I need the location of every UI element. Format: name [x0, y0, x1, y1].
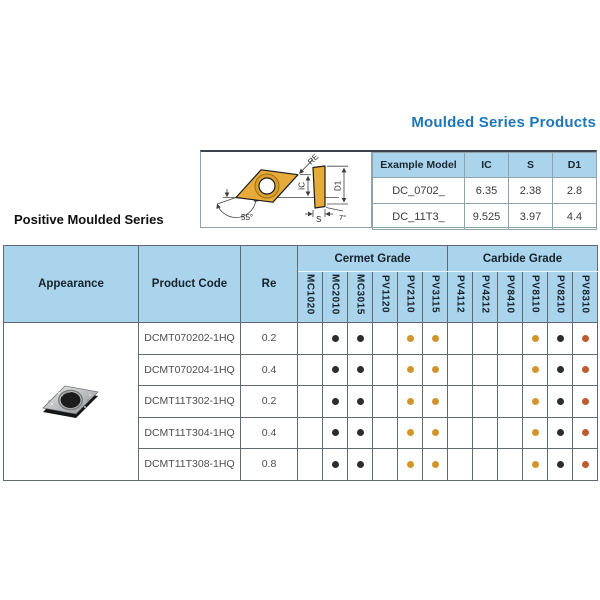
grade-availability-cell	[298, 386, 323, 418]
grade-availability-cell	[398, 354, 423, 386]
grade-availability-cell	[523, 449, 548, 481]
availability-dot	[432, 398, 439, 405]
s-cell: 3.97	[509, 204, 553, 230]
example-model-table	[372, 152, 597, 230]
grade-availability-cell	[473, 417, 498, 449]
s-label: S	[316, 214, 322, 224]
insert-technical-drawing	[201, 152, 372, 227]
grade-availability-cell	[548, 449, 573, 481]
grade-header-pv2110	[398, 272, 423, 323]
grade-availability-cell	[373, 417, 398, 449]
grade-availability-cell	[423, 386, 448, 418]
example-model-header: Example Model	[373, 153, 465, 178]
grade-availability-cell	[373, 449, 398, 481]
section-title: Positive Moulded Series	[14, 212, 164, 227]
example-table-header-row	[373, 153, 597, 178]
grade-header-pv8410	[498, 272, 523, 323]
re-label: RE	[306, 151, 321, 166]
grade-availability-cell	[473, 449, 498, 481]
grade-availability-cell	[348, 449, 373, 481]
grade-availability-cell	[473, 354, 498, 386]
grade-label: PV8210	[554, 275, 566, 314]
cermet-grade-group-header: Cermet Grade	[298, 246, 448, 272]
grade-header-mc2010	[323, 272, 348, 323]
availability-dot	[407, 461, 414, 468]
grade-availability-cell	[398, 417, 423, 449]
availability-dot	[432, 366, 439, 373]
availability-dot	[532, 461, 539, 468]
availability-dot	[357, 429, 364, 436]
grade-availability-cell	[348, 386, 373, 418]
grade-availability-cell	[548, 386, 573, 418]
re-cell: 0.8	[241, 449, 298, 481]
grade-availability-cell	[473, 386, 498, 418]
grade-header-pv1120	[373, 272, 398, 323]
grade-availability-cell	[548, 354, 573, 386]
grade-header-pv3115	[423, 272, 448, 323]
positive-moulded-series-table	[3, 245, 598, 481]
insert-photo-svg	[37, 375, 105, 425]
example-table-row	[373, 204, 597, 230]
ic-label: IC	[297, 181, 307, 190]
availability-dot	[432, 461, 439, 468]
example-table-row	[373, 178, 597, 204]
ic-cell: 6.35	[465, 178, 509, 204]
grade-header-pv8110	[523, 272, 548, 323]
availability-dot	[357, 398, 364, 405]
availability-dot	[557, 335, 564, 342]
grade-availability-cell	[298, 449, 323, 481]
grade-label: PV3115	[429, 275, 441, 314]
spec-box	[200, 150, 597, 228]
grade-availability-cell	[373, 323, 398, 355]
product-code-cell: DCMT11T308-1HQ	[139, 449, 241, 481]
availability-dot	[357, 461, 364, 468]
availability-dot	[557, 366, 564, 373]
availability-dot	[557, 398, 564, 405]
grade-availability-cell	[298, 323, 323, 355]
grade-label: PV4112	[454, 275, 466, 314]
s-header: S	[509, 153, 553, 178]
re-cell: 0.2	[241, 386, 298, 418]
grade-availability-cell	[523, 354, 548, 386]
product-code-cell: DCMT070204-1HQ	[139, 354, 241, 386]
grade-header-pv8310	[573, 272, 598, 323]
grade-availability-cell	[323, 449, 348, 481]
grade-label: MC1020	[304, 274, 316, 315]
grade-availability-cell	[298, 417, 323, 449]
grade-availability-cell	[523, 417, 548, 449]
grade-header-pv4112	[448, 272, 473, 323]
main-table-body	[4, 323, 598, 481]
availability-dot	[432, 429, 439, 436]
re-cell: 0.2	[241, 323, 298, 355]
center-hole	[259, 178, 275, 194]
grade-label: PV2110	[404, 275, 416, 314]
grade-label: PV4212	[479, 275, 491, 314]
ic-header: IC	[465, 153, 509, 178]
availability-dot	[332, 429, 339, 436]
grade-availability-cell	[423, 323, 448, 355]
grade-availability-cell	[323, 417, 348, 449]
grade-label: PV8310	[579, 275, 591, 314]
grade-availability-cell	[448, 417, 473, 449]
diagonal-extension-line	[217, 197, 236, 204]
availability-dot	[432, 335, 439, 342]
appearance-cell	[4, 323, 139, 481]
model-cell: DC_0702_	[373, 178, 465, 204]
grade-availability-cell	[373, 386, 398, 418]
grade-availability-cell	[348, 354, 373, 386]
grade-availability-cell	[323, 323, 348, 355]
grade-availability-cell	[448, 386, 473, 418]
grade-label: PV8410	[504, 275, 516, 314]
availability-dot	[407, 429, 414, 436]
grade-availability-cell	[498, 386, 523, 418]
availability-dot	[557, 429, 564, 436]
product-code-cell: DCMT070202-1HQ	[139, 323, 241, 355]
insert-photo	[4, 375, 138, 428]
grade-availability-cell	[573, 449, 598, 481]
grade-availability-cell	[323, 354, 348, 386]
availability-dot	[532, 366, 539, 373]
product-code-cell: DCMT11T302-1HQ	[139, 386, 241, 418]
relief-angle-label: 7°	[339, 212, 347, 222]
s-cell: 2.38	[509, 178, 553, 204]
grade-label: PV8110	[529, 275, 541, 314]
availability-dot	[407, 335, 414, 342]
grade-availability-cell	[573, 417, 598, 449]
grade-availability-cell	[473, 323, 498, 355]
grade-availability-cell	[448, 354, 473, 386]
grade-availability-cell	[498, 323, 523, 355]
availability-dot	[332, 398, 339, 405]
grade-availability-cell	[548, 417, 573, 449]
product-code-column-header: Product Code	[139, 246, 241, 323]
d1-header: D1	[553, 153, 597, 178]
availability-dot	[407, 366, 414, 373]
grade-group-header-row	[4, 246, 598, 272]
availability-dot	[582, 429, 589, 436]
availability-dot	[407, 398, 414, 405]
grade-availability-cell	[498, 354, 523, 386]
availability-dot	[357, 366, 364, 373]
grade-availability-cell	[448, 323, 473, 355]
availability-dot	[332, 461, 339, 468]
re-cell: 0.4	[241, 417, 298, 449]
d1-cell: 2.8	[553, 178, 597, 204]
grade-availability-cell	[298, 354, 323, 386]
grade-availability-cell	[498, 417, 523, 449]
availability-dot	[557, 461, 564, 468]
carbide-grade-group-header: Carbide Grade	[448, 246, 598, 272]
grade-availability-cell	[348, 323, 373, 355]
page-title: Moulded Series Products	[411, 114, 596, 131]
angle-arc	[217, 204, 236, 217]
re-column-header: Re	[241, 246, 298, 323]
grade-availability-cell	[423, 354, 448, 386]
availability-dot	[532, 429, 539, 436]
d1-cell: 4.4	[553, 204, 597, 230]
grade-availability-cell	[498, 449, 523, 481]
grade-availability-cell	[398, 323, 423, 355]
corner-angle-label: 55°	[241, 212, 254, 222]
availability-dot	[357, 335, 364, 342]
grade-availability-cell	[398, 386, 423, 418]
grade-availability-cell	[523, 386, 548, 418]
availability-dot	[582, 335, 589, 342]
product-code-cell: DCMT11T304-1HQ	[139, 417, 241, 449]
grade-header-pv8210	[548, 272, 573, 323]
grade-label: MC2010	[329, 274, 341, 315]
grade-availability-cell	[573, 354, 598, 386]
grade-label: MC3015	[354, 274, 366, 315]
grade-availability-cell	[423, 449, 448, 481]
availability-dot	[332, 366, 339, 373]
model-cell: DC_11T3_	[373, 204, 465, 230]
availability-dot	[582, 461, 589, 468]
grade-header-mc3015	[348, 272, 373, 323]
insert-diagram-svg	[201, 152, 371, 228]
availability-dot	[532, 398, 539, 405]
availability-dot	[532, 335, 539, 342]
grade-availability-cell	[523, 323, 548, 355]
availability-dot	[332, 335, 339, 342]
availability-dot	[582, 398, 589, 405]
grade-availability-cell	[448, 449, 473, 481]
grade-header-pv4212	[473, 272, 498, 323]
appearance-column-header: Appearance	[4, 246, 139, 323]
re-cell: 0.4	[241, 354, 298, 386]
grade-availability-cell	[373, 354, 398, 386]
product-row	[4, 323, 598, 355]
grade-availability-cell	[398, 449, 423, 481]
availability-dot	[582, 366, 589, 373]
grade-availability-cell	[423, 417, 448, 449]
grade-availability-cell	[323, 386, 348, 418]
d1-label: D1	[333, 180, 343, 191]
grade-availability-cell	[573, 386, 598, 418]
insert-side-view	[313, 166, 325, 208]
relief-line	[326, 207, 343, 211]
grade-availability-cell	[573, 323, 598, 355]
grade-label: PV1120	[379, 275, 391, 314]
ic-cell: 9.525	[465, 204, 509, 230]
grade-header-mc1020	[298, 272, 323, 323]
grade-availability-cell	[348, 417, 373, 449]
grade-availability-cell	[548, 323, 573, 355]
